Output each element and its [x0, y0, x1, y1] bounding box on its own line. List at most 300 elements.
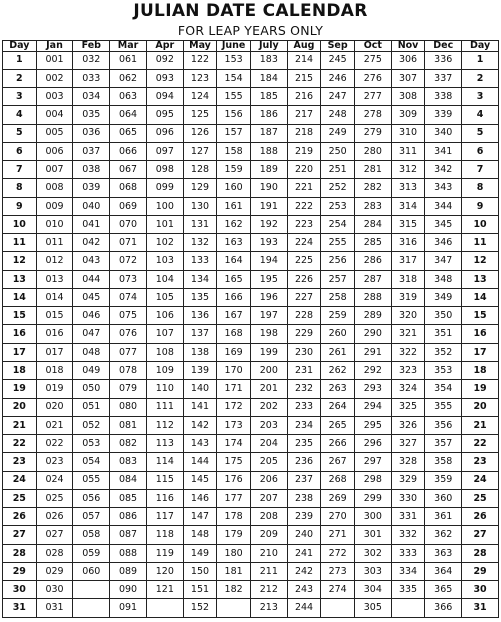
julian-date-cell: 123	[183, 69, 217, 87]
day-number-cell: 1	[3, 51, 37, 69]
julian-date-cell: 029	[36, 562, 73, 580]
julian-date-cell: 344	[425, 197, 462, 215]
day-number-cell: 10	[462, 215, 499, 233]
julian-date-cell: 074	[110, 288, 147, 306]
julian-date-cell: 214	[287, 51, 321, 69]
table-row	[3, 453, 499, 471]
column-header: July	[250, 41, 287, 52]
julian-date-cell: 309	[391, 106, 425, 124]
day-number-cell: 4	[3, 106, 37, 124]
julian-date-cell: 241	[287, 544, 321, 562]
julian-date-cell: 024	[36, 471, 73, 489]
julian-date-cell: 133	[183, 252, 217, 270]
julian-date-cell: 354	[425, 380, 462, 398]
day-number-cell: 2	[462, 69, 499, 87]
day-number-cell: 5	[3, 124, 37, 142]
julian-date-cell: 229	[287, 325, 321, 343]
julian-date-cell: 279	[354, 124, 391, 142]
julian-date-cell: 006	[36, 142, 73, 160]
column-header: Mar	[110, 41, 147, 52]
julian-date-cell: 351	[425, 325, 462, 343]
julian-date-cell: 122	[183, 51, 217, 69]
julian-date-cell: 187	[250, 124, 287, 142]
julian-date-cell: 305	[354, 599, 391, 618]
julian-date-cell: 231	[287, 362, 321, 380]
julian-date-cell: 028	[36, 544, 73, 562]
julian-date-cell: 081	[110, 416, 147, 434]
table-row	[3, 197, 499, 215]
day-number-cell: 18	[3, 362, 37, 380]
julian-date-cell: 348	[425, 270, 462, 288]
julian-date-cell: 233	[287, 398, 321, 416]
julian-date-cell: 160	[217, 179, 251, 197]
julian-date-cell: 039	[73, 179, 110, 197]
julian-date-cell: 324	[391, 380, 425, 398]
julian-date-cell: 030	[36, 581, 73, 599]
day-number-cell: 14	[3, 288, 37, 306]
julian-date-cell: 201	[250, 380, 287, 398]
table-row	[3, 471, 499, 489]
column-header: Sep	[321, 41, 355, 52]
julian-date-cell: 161	[217, 197, 251, 215]
julian-date-cell: 088	[110, 544, 147, 562]
julian-date-cell: 323	[391, 362, 425, 380]
julian-date-cell: 044	[73, 270, 110, 288]
julian-date-cell: 175	[217, 453, 251, 471]
julian-date-cell: 361	[425, 508, 462, 526]
julian-date-cell: 021	[36, 416, 73, 434]
julian-date-cell: 286	[354, 252, 391, 270]
julian-date-cell: 332	[391, 526, 425, 544]
julian-date-cell: 346	[425, 234, 462, 252]
julian-date-cell: 051	[73, 398, 110, 416]
julian-date-cell: 068	[110, 179, 147, 197]
julian-date-cell: 166	[217, 288, 251, 306]
julian-date-cell: 032	[73, 51, 110, 69]
julian-date-cell: 053	[73, 435, 110, 453]
julian-date-cell: 206	[250, 471, 287, 489]
julian-date-cell: 222	[287, 197, 321, 215]
julian-date-cell: 005	[36, 124, 73, 142]
julian-date-cell: 033	[73, 69, 110, 87]
table-row	[3, 124, 499, 142]
julian-date-cell: 297	[354, 453, 391, 471]
header-row	[3, 41, 499, 52]
day-number-cell: 20	[462, 398, 499, 416]
julian-date-cell: 112	[146, 416, 183, 434]
julian-date-cell: 050	[73, 380, 110, 398]
julian-date-cell: 105	[146, 288, 183, 306]
julian-date-cell: 132	[183, 234, 217, 252]
julian-date-cell: 240	[287, 526, 321, 544]
julian-date-cell: 294	[354, 398, 391, 416]
julian-date-cell: 281	[354, 161, 391, 179]
julian-date-cell: 097	[146, 142, 183, 160]
julian-date-cell: 093	[146, 69, 183, 87]
julian-date-cell: 072	[110, 252, 147, 270]
julian-date-cell: 069	[110, 197, 147, 215]
column-header: Day	[3, 41, 37, 52]
table-row	[3, 526, 499, 544]
julian-date-cell: 339	[425, 106, 462, 124]
julian-date-cell: 285	[354, 234, 391, 252]
julian-date-cell: 143	[183, 435, 217, 453]
julian-date-cell: 110	[146, 380, 183, 398]
julian-date-cell: 043	[73, 252, 110, 270]
day-number-cell: 7	[462, 161, 499, 179]
julian-date-cell: 308	[391, 88, 425, 106]
day-number-cell: 24	[462, 471, 499, 489]
julian-date-cell: 164	[217, 252, 251, 270]
julian-date-cell: 179	[217, 526, 251, 544]
julian-date-cell: 252	[321, 179, 355, 197]
julian-date-cell: 215	[287, 69, 321, 87]
julian-date-cell: 260	[321, 325, 355, 343]
day-number-cell: 25	[462, 489, 499, 507]
julian-date-cell: 100	[146, 197, 183, 215]
julian-date-cell: 059	[73, 544, 110, 562]
day-number-cell: 17	[462, 343, 499, 361]
julian-date-cell: 335	[391, 581, 425, 599]
day-number-cell: 30	[3, 581, 37, 599]
julian-date-cell: 135	[183, 288, 217, 306]
page-subtitle: FOR LEAP YEARS ONLY	[177, 23, 324, 38]
table-row	[3, 179, 499, 197]
julian-date-cell: 326	[391, 416, 425, 434]
julian-date-cell: 077	[110, 343, 147, 361]
julian-date-cell: 328	[391, 453, 425, 471]
julian-date-cell: 277	[354, 88, 391, 106]
julian-date-cell: 266	[321, 435, 355, 453]
julian-date-cell: 250	[321, 142, 355, 160]
column-header: Feb	[73, 41, 110, 52]
julian-date-cell: 349	[425, 288, 462, 306]
julian-date-cell: 023	[36, 453, 73, 471]
julian-date-cell: 127	[183, 142, 217, 160]
day-number-cell: 23	[462, 453, 499, 471]
julian-date-cell	[73, 581, 110, 599]
day-number-cell: 3	[3, 88, 37, 106]
julian-date-cell: 065	[110, 124, 147, 142]
julian-date-cell: 140	[183, 380, 217, 398]
julian-date-cell: 165	[217, 270, 251, 288]
day-number-cell: 22	[3, 435, 37, 453]
table-row	[3, 435, 499, 453]
julian-date-cell: 184	[250, 69, 287, 87]
julian-date-cell: 125	[183, 106, 217, 124]
day-number-cell: 18	[462, 362, 499, 380]
julian-date-cell: 103	[146, 252, 183, 270]
julian-date-cell: 251	[321, 161, 355, 179]
julian-date-cell: 155	[217, 88, 251, 106]
julian-date-cell: 203	[250, 416, 287, 434]
julian-date-cell: 159	[217, 161, 251, 179]
julian-date-cell: 075	[110, 307, 147, 325]
julian-date-cell: 192	[250, 215, 287, 233]
julian-date-cell: 200	[250, 362, 287, 380]
julian-date-cell: 205	[250, 453, 287, 471]
julian-date-cell: 236	[287, 453, 321, 471]
julian-date-cell: 136	[183, 307, 217, 325]
julian-date-cell: 207	[250, 489, 287, 507]
julian-date-cell: 149	[183, 544, 217, 562]
julian-date-cell: 356	[425, 416, 462, 434]
julian-date-cell: 253	[321, 197, 355, 215]
julian-date-cell: 079	[110, 380, 147, 398]
julian-date-cell: 186	[250, 106, 287, 124]
julian-date-cell	[391, 599, 425, 618]
julian-date-cell: 327	[391, 435, 425, 453]
julian-date-cell: 316	[391, 234, 425, 252]
julian-date-cell: 131	[183, 215, 217, 233]
julian-date-cell: 342	[425, 161, 462, 179]
julian-date-cell: 138	[183, 343, 217, 361]
day-number-cell: 11	[3, 234, 37, 252]
julian-date-cell: 027	[36, 526, 73, 544]
julian-date-cell: 267	[321, 453, 355, 471]
julian-date-cell: 170	[217, 362, 251, 380]
day-number-cell: 6	[462, 142, 499, 160]
julian-date-cell: 204	[250, 435, 287, 453]
julian-date-cell: 111	[146, 398, 183, 416]
julian-date-cell: 272	[321, 544, 355, 562]
julian-date-cell: 358	[425, 453, 462, 471]
julian-date-cell: 181	[217, 562, 251, 580]
julian-date-cell: 238	[287, 489, 321, 507]
julian-date-cell: 288	[354, 288, 391, 306]
julian-date-cell: 019	[36, 380, 73, 398]
julian-date-cell: 261	[321, 343, 355, 361]
julian-date-cell: 296	[354, 435, 391, 453]
julian-date-cell: 171	[217, 380, 251, 398]
table-row	[3, 270, 499, 288]
julian-date-cell: 142	[183, 416, 217, 434]
julian-date-cell: 048	[73, 343, 110, 361]
julian-date-cell: 255	[321, 234, 355, 252]
julian-date-cell: 330	[391, 489, 425, 507]
day-number-cell: 15	[462, 307, 499, 325]
day-number-cell: 4	[462, 106, 499, 124]
julian-date-cell: 091	[110, 599, 147, 618]
julian-date-cell: 321	[391, 325, 425, 343]
julian-date-cell: 096	[146, 124, 183, 142]
julian-date-cell: 292	[354, 362, 391, 380]
julian-date-cell: 311	[391, 142, 425, 160]
julian-date-cell: 173	[217, 416, 251, 434]
column-header: Apr	[146, 41, 183, 52]
julian-date-cell	[73, 599, 110, 618]
julian-date-cell: 020	[36, 398, 73, 416]
julian-date-cell: 076	[110, 325, 147, 343]
julian-date-cell: 273	[321, 562, 355, 580]
julian-date-cell: 017	[36, 343, 73, 361]
julian-date-cell: 003	[36, 88, 73, 106]
julian-date-cell: 106	[146, 307, 183, 325]
julian-date-cell: 333	[391, 544, 425, 562]
julian-date-cell: 244	[287, 599, 321, 618]
julian-date-cell: 276	[354, 69, 391, 87]
julian-date-cell: 247	[321, 88, 355, 106]
table-row	[3, 489, 499, 507]
julian-date-cell: 185	[250, 88, 287, 106]
day-number-cell: 21	[462, 416, 499, 434]
julian-date-cell: 158	[217, 142, 251, 160]
julian-date-cell: 234	[287, 416, 321, 434]
julian-date-cell: 015	[36, 307, 73, 325]
day-number-cell: 22	[462, 435, 499, 453]
julian-date-cell: 245	[321, 51, 355, 69]
julian-date-cell: 262	[321, 362, 355, 380]
table-row	[3, 161, 499, 179]
julian-date-cell: 284	[354, 215, 391, 233]
julian-date-cell: 153	[217, 51, 251, 69]
table-row	[3, 581, 499, 599]
julian-date-cell: 085	[110, 489, 147, 507]
table-body	[3, 51, 499, 618]
julian-date-cell: 312	[391, 161, 425, 179]
table-row	[3, 416, 499, 434]
day-number-cell: 15	[3, 307, 37, 325]
day-number-cell: 10	[3, 215, 37, 233]
julian-date-cell: 036	[73, 124, 110, 142]
julian-date-cell: 073	[110, 270, 147, 288]
julian-date-cell: 295	[354, 416, 391, 434]
day-number-cell: 13	[462, 270, 499, 288]
julian-date-cell: 334	[391, 562, 425, 580]
julian-date-cell: 087	[110, 526, 147, 544]
julian-date-cell: 338	[425, 88, 462, 106]
julian-date-cell: 177	[217, 489, 251, 507]
julian-date-cell: 116	[146, 489, 183, 507]
day-number-cell: 28	[3, 544, 37, 562]
julian-date-cell: 082	[110, 435, 147, 453]
table-row	[3, 343, 499, 361]
julian-date-cell: 287	[354, 270, 391, 288]
table-row	[3, 51, 499, 69]
julian-date-cell: 315	[391, 215, 425, 233]
julian-date-cell: 209	[250, 526, 287, 544]
day-number-cell: 11	[462, 234, 499, 252]
day-number-cell: 25	[3, 489, 37, 507]
day-number-cell: 27	[3, 526, 37, 544]
julian-date-cell: 343	[425, 179, 462, 197]
table-row	[3, 599, 499, 618]
julian-date-cell: 337	[425, 69, 462, 87]
julian-date-cell: 151	[183, 581, 217, 599]
julian-date-cell: 355	[425, 398, 462, 416]
julian-date-cell: 041	[73, 215, 110, 233]
julian-date-cell: 098	[146, 161, 183, 179]
julian-date-cell: 139	[183, 362, 217, 380]
julian-date-cell: 303	[354, 562, 391, 580]
julian-date-cell: 011	[36, 234, 73, 252]
julian-date-cell: 180	[217, 544, 251, 562]
day-number-cell: 6	[3, 142, 37, 160]
julian-date-cell: 271	[321, 526, 355, 544]
julian-date-cell: 274	[321, 581, 355, 599]
day-number-cell: 9	[462, 197, 499, 215]
julian-date-cell: 013	[36, 270, 73, 288]
julian-date-cell: 219	[287, 142, 321, 160]
day-number-cell: 14	[462, 288, 499, 306]
table-row	[3, 106, 499, 124]
day-number-cell: 26	[462, 508, 499, 526]
julian-date-cell: 141	[183, 398, 217, 416]
page-title: JULIAN DATE CALENDAR	[133, 1, 368, 21]
julian-date-cell: 101	[146, 215, 183, 233]
julian-date-cell: 046	[73, 307, 110, 325]
julian-date-cell: 008	[36, 179, 73, 197]
julian-date-cell: 092	[146, 51, 183, 69]
day-number-cell: 23	[3, 453, 37, 471]
julian-date-cell: 282	[354, 179, 391, 197]
julian-date-cell: 210	[250, 544, 287, 562]
julian-date-cell: 016	[36, 325, 73, 343]
table-row	[3, 398, 499, 416]
column-header: Day	[462, 41, 499, 52]
julian-date-cell: 157	[217, 124, 251, 142]
day-number-cell: 16	[3, 325, 37, 343]
julian-date-cell: 055	[73, 471, 110, 489]
julian-date-cell: 154	[217, 69, 251, 87]
julian-date-cell: 318	[391, 270, 425, 288]
julian-date-cell: 242	[287, 562, 321, 580]
julian-date-cell: 014	[36, 288, 73, 306]
julian-date-cell: 108	[146, 343, 183, 361]
julian-date-cell: 216	[287, 88, 321, 106]
julian-date-cell: 248	[321, 106, 355, 124]
julian-date-cell: 278	[354, 106, 391, 124]
julian-date-cell: 090	[110, 581, 147, 599]
julian-date-cell: 345	[425, 215, 462, 233]
julian-date-cell: 313	[391, 179, 425, 197]
day-number-cell: 21	[3, 416, 37, 434]
julian-date-cell: 047	[73, 325, 110, 343]
julian-date-cell: 359	[425, 471, 462, 489]
julian-date-cell: 022	[36, 435, 73, 453]
julian-date-cell: 063	[110, 88, 147, 106]
julian-date-cell: 094	[146, 88, 183, 106]
table-row	[3, 142, 499, 160]
day-number-cell: 3	[462, 88, 499, 106]
day-number-cell: 8	[3, 179, 37, 197]
julian-date-cell: 118	[146, 526, 183, 544]
julian-date-cell: 283	[354, 197, 391, 215]
julian-date-cell: 302	[354, 544, 391, 562]
table-row	[3, 380, 499, 398]
julian-date-cell: 350	[425, 307, 462, 325]
julian-date-cell: 167	[217, 307, 251, 325]
julian-date-cell: 146	[183, 489, 217, 507]
julian-date-cell: 322	[391, 343, 425, 361]
julian-date-cell: 270	[321, 508, 355, 526]
julian-date-cell: 246	[321, 69, 355, 87]
julian-date-cell: 109	[146, 362, 183, 380]
column-header: Jan	[36, 41, 73, 52]
julian-date-cell: 299	[354, 489, 391, 507]
day-number-cell: 20	[3, 398, 37, 416]
julian-date-cell: 084	[110, 471, 147, 489]
julian-date-cell: 237	[287, 471, 321, 489]
julian-date-cell: 307	[391, 69, 425, 87]
julian-date-cell: 052	[73, 416, 110, 434]
julian-date-cell: 104	[146, 270, 183, 288]
table-row	[3, 288, 499, 306]
julian-date-cell: 129	[183, 179, 217, 197]
day-number-cell: 16	[462, 325, 499, 343]
julian-date-cell: 336	[425, 51, 462, 69]
day-number-cell: 2	[3, 69, 37, 87]
